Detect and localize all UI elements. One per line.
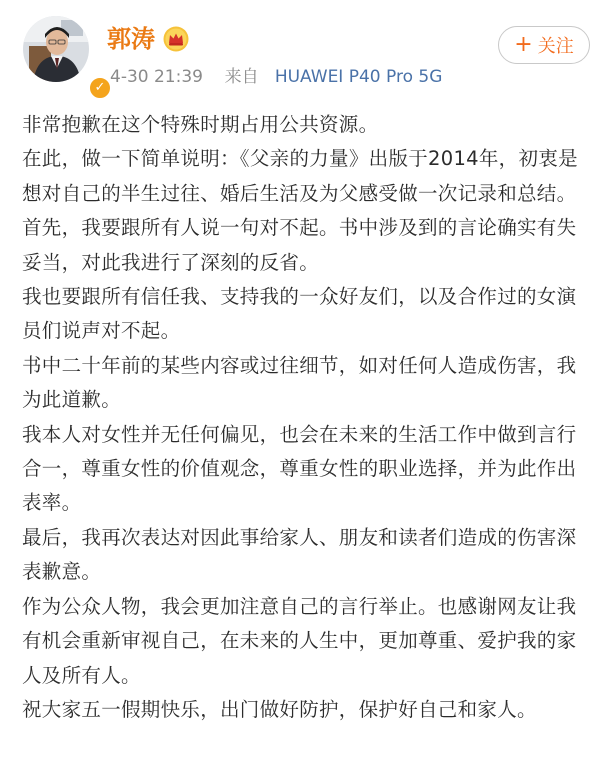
post-header <box>0 0 600 100</box>
post-paragraph: 非常抱歉在这个特殊时期占用公共资源。 <box>22 113 379 136</box>
avatar-image <box>23 16 89 82</box>
post-paragraph: 我本人对女性并无任何偏见，也会在未来的生活工作中做到言行合一，尊重女性的价值观念，尊重女性的职业选择，并为此作出表率。 <box>22 422 577 515</box>
post-paragraph: 祝大家五一假期快乐，出门做好防护，保护好自己和家人。 <box>22 697 537 721</box>
device-link[interactable]: HUAWEI P40 Pro 5G <box>274 67 443 87</box>
post-paragraph: 在此，做一下简单说明：《父亲的力量》出版于2014年，初衷是想对自己的半生过往、婚后生活及为父感受做一次记录和总结。 <box>22 147 578 205</box>
verified-badge-icon: ✓ <box>88 76 112 100</box>
post-paragraph: 书中二十年前的某些内容或过往细节，如对任何人造成伤害，我为此道歉。 <box>22 353 577 412</box>
post-paragraph: 我也要跟所有信任我、支持我的一众好友们，以及合作过的女演员们说声对不起。 <box>22 285 577 343</box>
follow-label: 关注 <box>537 36 574 57</box>
post-content <box>22 108 587 727</box>
crown-icon <box>163 26 189 52</box>
post-meta <box>110 62 442 87</box>
source-prefix: 来自 <box>224 67 259 87</box>
plus-icon: + <box>514 32 533 57</box>
post-date: 4-30 21:39 <box>110 67 203 87</box>
post-paragraph: 首先，我要跟所有人说一句对不起。书中涉及到的言论确实有失妥当，对此我进行了深刻的反省。 <box>22 216 577 274</box>
post-paragraph: 最后，我再次表达对因此事给家人、朋友和读者们造成的伤害深表歉意。 <box>22 525 577 584</box>
avatar[interactable] <box>23 16 106 95</box>
follow-button[interactable] <box>498 26 590 64</box>
author-row <box>107 22 189 56</box>
post-paragraph: 作为公众人物，我会更加注意自己的言行举止。也感谢网友让我有机会重新审视自己，在未来的人生中，更加尊重、爱护我的家人及所有人。 <box>22 594 577 687</box>
author-name[interactable]: 郭涛 <box>107 25 155 53</box>
